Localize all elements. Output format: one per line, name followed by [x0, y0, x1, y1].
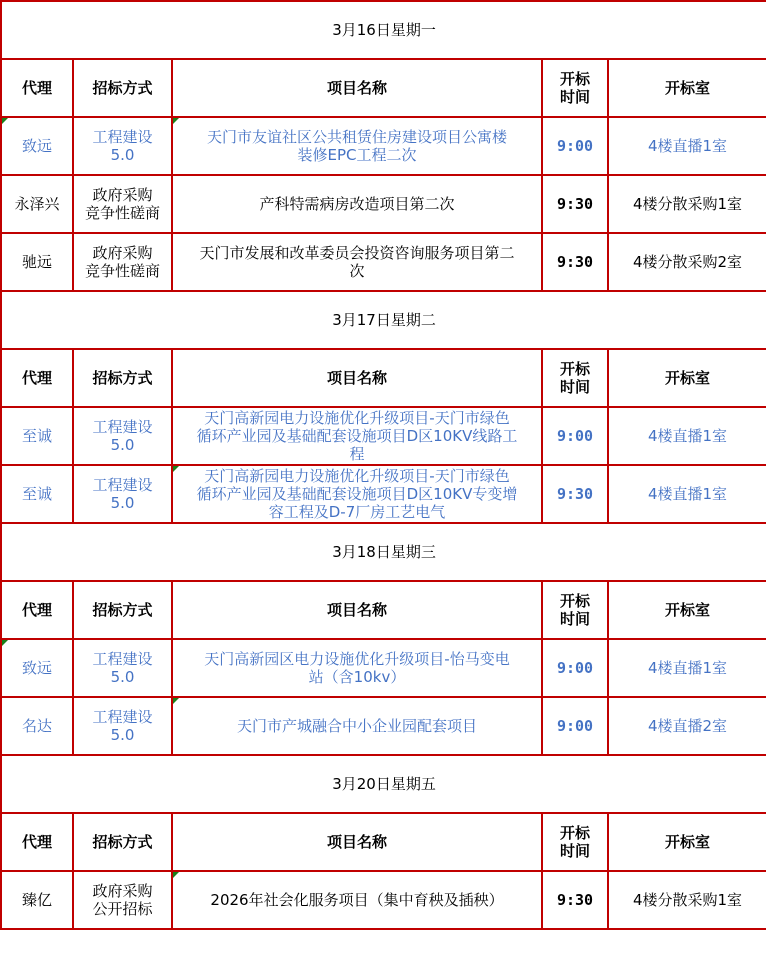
- agent-cell: [1, 639, 73, 697]
- agent-cell-text: 至诚: [21, 485, 52, 503]
- header-method: 招标方式: [73, 813, 172, 871]
- header-time: 开标 时间: [542, 59, 608, 117]
- time-cell-text: 9:30: [556, 891, 594, 909]
- comment-marker-icon[interactable]: [173, 872, 179, 878]
- day-title-row: [1, 291, 766, 349]
- method-cell: [73, 175, 172, 233]
- time-cell-text: 9:30: [556, 195, 594, 213]
- method-cell: [73, 407, 172, 465]
- time-cell-text: 9:30: [556, 253, 594, 271]
- agent-cell-text: 致远: [21, 659, 52, 677]
- header-project: 项目名称: [172, 813, 542, 871]
- column-header-row: [1, 59, 766, 117]
- method-cell: [73, 465, 172, 523]
- time-cell: [542, 175, 608, 233]
- project-name-cell: [172, 639, 542, 697]
- column-header-row: [1, 813, 766, 871]
- table-row: [1, 639, 766, 697]
- time-cell: [542, 639, 608, 697]
- agent-cell: [1, 697, 73, 755]
- day-title-row: [1, 755, 766, 813]
- project-name-cell-text: 天门高新园电力设施优化升级项目-天门市绿色 循环产业园及基础配套设施项目D区10KV专变增 容工程及D-7厂房工艺电气: [196, 467, 518, 521]
- project-name-cell: [172, 465, 542, 523]
- method-cell: [73, 233, 172, 291]
- agent-cell: [1, 117, 73, 175]
- header-room: 开标室: [608, 813, 766, 871]
- project-name-cell: [172, 871, 542, 929]
- project-name-cell-text: 天门市发展和改革委员会投资咨询服务项目第二 次: [199, 244, 515, 280]
- day-title-row: [1, 523, 766, 581]
- room-cell-text: 4楼直播1室: [647, 485, 728, 503]
- table-row: [1, 465, 766, 523]
- time-cell: [542, 871, 608, 929]
- header-room: 开标室: [608, 349, 766, 407]
- agent-cell-text: 臻亿: [21, 891, 52, 909]
- project-name-cell-text: 天门高新园区电力设施优化升级项目-怡马变电 站（含10kv）: [204, 650, 510, 686]
- agent-cell-text: 永泽兴: [14, 195, 60, 213]
- schedule-body: [1, 1, 766, 929]
- header-time: 开标 时间: [542, 349, 608, 407]
- room-cell-text: 4楼分散采购1室: [632, 891, 743, 909]
- time-cell: [542, 117, 608, 175]
- agent-cell: [1, 233, 73, 291]
- agent-cell: [1, 465, 73, 523]
- time-cell-text: 9:00: [556, 659, 594, 677]
- table-row: [1, 117, 766, 175]
- room-cell: [608, 175, 766, 233]
- column-header-row: [1, 581, 766, 639]
- method-cell-text: 政府采购 公开招标: [92, 882, 153, 918]
- time-cell: [542, 697, 608, 755]
- method-cell: [73, 117, 172, 175]
- header-agent: 代理: [1, 59, 73, 117]
- method-cell-text: 工程建设 5.0: [92, 708, 153, 744]
- project-name-cell-text: 2026年社会化服务项目（集中育秧及插秧）: [210, 891, 504, 909]
- header-method: 招标方式: [73, 59, 172, 117]
- agent-cell-text: 名达: [21, 717, 52, 735]
- day-title: 3月20日星期五: [1, 755, 766, 813]
- comment-marker-icon[interactable]: [173, 118, 179, 124]
- room-cell-text: 4楼直播1室: [647, 427, 728, 445]
- column-header-row: [1, 349, 766, 407]
- header-project: 项目名称: [172, 349, 542, 407]
- table-row: [1, 175, 766, 233]
- table-row: [1, 407, 766, 465]
- time-cell-text: 9:00: [556, 137, 594, 155]
- project-name-cell: [172, 117, 542, 175]
- method-cell: [73, 871, 172, 929]
- project-name-cell-text: 天门市友谊社区公共租赁住房建设项目公寓楼 装修EPC工程二次: [206, 128, 507, 164]
- room-cell-text: 4楼分散采购1室: [632, 195, 743, 213]
- project-name-cell: [172, 175, 542, 233]
- project-name-cell-text: 产科特需病房改造项目第二次: [259, 195, 455, 213]
- room-cell: [608, 871, 766, 929]
- header-room: 开标室: [608, 581, 766, 639]
- time-cell: [542, 465, 608, 523]
- header-method: 招标方式: [73, 581, 172, 639]
- project-name-cell-text: 天门市产城融合中小企业园配套项目: [236, 717, 477, 735]
- time-cell: [542, 233, 608, 291]
- method-cell: [73, 639, 172, 697]
- table-row: [1, 233, 766, 291]
- agent-cell: [1, 175, 73, 233]
- project-name-cell: [172, 233, 542, 291]
- room-cell: [608, 117, 766, 175]
- table-row: [1, 697, 766, 755]
- room-cell: [608, 465, 766, 523]
- method-cell-text: 工程建设 5.0: [92, 128, 153, 164]
- header-agent: 代理: [1, 581, 73, 639]
- header-project: 项目名称: [172, 59, 542, 117]
- header-time: 开标 时间: [542, 581, 608, 639]
- project-name-cell-text: 天门高新园电力设施优化升级项目-天门市绿色 循环产业园及基础配套设施项目D区10KV线路工 程: [196, 409, 518, 463]
- project-name-cell: [172, 407, 542, 465]
- project-name-cell: [172, 697, 542, 755]
- agent-cell: [1, 871, 73, 929]
- day-title: 3月18日星期三: [1, 523, 766, 581]
- comment-marker-icon[interactable]: [173, 466, 179, 472]
- day-title: 3月17日星期二: [1, 291, 766, 349]
- agent-cell-text: 驰远: [21, 253, 52, 271]
- agent-cell-text: 至诚: [21, 427, 52, 445]
- method-cell-text: 工程建设 5.0: [92, 650, 153, 686]
- room-cell: [608, 697, 766, 755]
- header-method: 招标方式: [73, 349, 172, 407]
- method-cell-text: 政府采购 竞争性磋商: [84, 186, 160, 222]
- time-cell-text: 9:30: [556, 485, 594, 503]
- room-cell: [608, 639, 766, 697]
- comment-marker-icon[interactable]: [2, 118, 8, 124]
- header-project: 项目名称: [172, 581, 542, 639]
- method-cell-text: 政府采购 竞争性磋商: [84, 244, 160, 280]
- day-title-row: [1, 1, 766, 59]
- agent-cell-text: 致远: [21, 137, 52, 155]
- time-cell-text: 9:00: [556, 717, 594, 735]
- time-cell: [542, 407, 608, 465]
- method-cell-text: 工程建设 5.0: [92, 476, 153, 512]
- table-row: [1, 871, 766, 929]
- comment-marker-icon[interactable]: [2, 640, 8, 646]
- header-agent: 代理: [1, 349, 73, 407]
- day-title: 3月16日星期一: [1, 1, 766, 59]
- room-cell-text: 4楼直播1室: [647, 659, 728, 677]
- header-time: 开标 时间: [542, 813, 608, 871]
- method-cell: [73, 697, 172, 755]
- comment-marker-icon[interactable]: [173, 698, 179, 704]
- method-cell-text: 工程建设 5.0: [92, 418, 153, 454]
- room-cell-text: 4楼直播2室: [647, 717, 728, 735]
- room-cell-text: 4楼直播1室: [647, 137, 728, 155]
- header-room: 开标室: [608, 59, 766, 117]
- room-cell: [608, 407, 766, 465]
- room-cell: [608, 233, 766, 291]
- room-cell-text: 4楼分散采购2室: [632, 253, 743, 271]
- agent-cell: [1, 407, 73, 465]
- time-cell-text: 9:00: [556, 427, 594, 445]
- header-agent: 代理: [1, 813, 73, 871]
